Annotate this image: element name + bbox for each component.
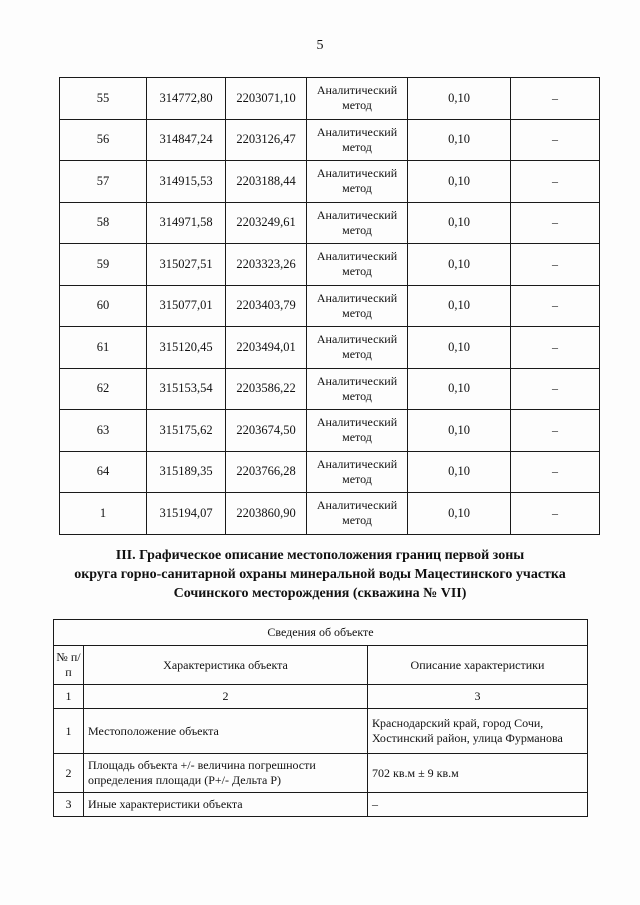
method-cell: Аналитический метод xyxy=(307,285,408,327)
y-coordinate-cell: 2203494,01 xyxy=(226,327,307,369)
table-row xyxy=(60,327,600,369)
y-coordinate-cell: 2203071,10 xyxy=(226,78,307,120)
point-cell: 58 xyxy=(60,202,147,244)
object-info-table xyxy=(53,619,588,817)
header-characteristic: Характеристика объекта xyxy=(84,646,368,685)
x-coordinate-cell: 315027,51 xyxy=(147,244,226,286)
point-cell: 56 xyxy=(60,119,147,161)
error-cell: 0,10 xyxy=(408,368,511,410)
row-description: – xyxy=(368,793,588,817)
table-row xyxy=(60,368,600,410)
note-cell: – xyxy=(511,451,600,493)
table-row xyxy=(60,493,600,535)
y-coordinate-cell: 2203126,47 xyxy=(226,119,307,161)
point-cell: 1 xyxy=(60,493,147,535)
row-num: 3 xyxy=(54,793,84,817)
y-coordinate-cell: 2203586,22 xyxy=(226,368,307,410)
x-coordinate-cell: 314772,80 xyxy=(147,78,226,120)
point-cell: 55 xyxy=(60,78,147,120)
table-row xyxy=(60,244,600,286)
table-row xyxy=(60,451,600,493)
x-coordinate-cell: 315077,01 xyxy=(147,285,226,327)
y-coordinate-cell: 2203323,26 xyxy=(226,244,307,286)
section-heading-line: III. Графическое описание местоположения границ первой зоны xyxy=(115,548,525,563)
x-coordinate-cell: 315153,54 xyxy=(147,368,226,410)
note-cell: – xyxy=(511,202,600,244)
row-characteristic: Иные характеристики объекта xyxy=(84,793,368,817)
point-cell: 62 xyxy=(60,368,147,410)
section-heading-line: Сочинского месторождения (скважина № VII) xyxy=(173,586,467,601)
row-characteristic: Площадь объекта +/- величина погрешности определения площади (Р+/- Дельта Р) xyxy=(84,754,368,793)
point-cell: 60 xyxy=(60,285,147,327)
x-coordinate-cell: 315189,35 xyxy=(147,451,226,493)
method-cell: Аналитический метод xyxy=(307,451,408,493)
error-cell: 0,10 xyxy=(408,493,511,535)
y-coordinate-cell: 2203403,79 xyxy=(226,285,307,327)
point-cell: 61 xyxy=(60,327,147,369)
note-cell: – xyxy=(511,119,600,161)
method-cell: Аналитический метод xyxy=(307,78,408,120)
table-row xyxy=(60,161,600,203)
method-cell: Аналитический метод xyxy=(307,244,408,286)
x-coordinate-cell: 315175,62 xyxy=(147,410,226,452)
y-coordinate-cell: 2203249,61 xyxy=(226,202,307,244)
table-row xyxy=(60,202,600,244)
error-cell: 0,10 xyxy=(408,285,511,327)
section-heading-line: округа горно-санитарной охраны минеральной воды Мацестинского участка xyxy=(74,567,566,582)
error-cell: 0,10 xyxy=(408,451,511,493)
y-coordinate-cell: 2203860,90 xyxy=(226,493,307,535)
header-description: Описание характеристики xyxy=(368,646,588,685)
point-cell: 57 xyxy=(60,161,147,203)
table-row xyxy=(60,78,600,120)
table-row xyxy=(60,410,600,452)
index-cell: 2 xyxy=(84,685,368,709)
note-cell: – xyxy=(511,410,600,452)
table-row xyxy=(60,119,600,161)
x-coordinate-cell: 314971,58 xyxy=(147,202,226,244)
header-num: № п/п xyxy=(54,646,84,685)
x-coordinate-cell: 314847,24 xyxy=(147,119,226,161)
method-cell: Аналитический метод xyxy=(307,161,408,203)
table-row xyxy=(54,793,588,817)
error-cell: 0,10 xyxy=(408,244,511,286)
x-coordinate-cell: 315194,07 xyxy=(147,493,226,535)
coordinates-table xyxy=(59,77,600,535)
row-num: 2 xyxy=(54,754,84,793)
y-coordinate-cell: 2203188,44 xyxy=(226,161,307,203)
table-row xyxy=(60,285,600,327)
point-cell: 59 xyxy=(60,244,147,286)
row-description: Краснодарский край, город Сочи, Хостинский район, улица Фурманова xyxy=(368,709,588,754)
error-cell: 0,10 xyxy=(408,327,511,369)
x-coordinate-cell: 315120,45 xyxy=(147,327,226,369)
method-cell: Аналитический метод xyxy=(307,202,408,244)
method-cell: Аналитический метод xyxy=(307,119,408,161)
method-cell: Аналитический метод xyxy=(307,327,408,369)
x-coordinate-cell: 314915,53 xyxy=(147,161,226,203)
page-number: 5 xyxy=(316,38,324,53)
table-row xyxy=(54,709,588,754)
y-coordinate-cell: 2203766,28 xyxy=(226,451,307,493)
method-cell: Аналитический метод xyxy=(307,368,408,410)
row-num: 1 xyxy=(54,709,84,754)
note-cell: – xyxy=(511,493,600,535)
method-cell: Аналитический метод xyxy=(307,493,408,535)
y-coordinate-cell: 2203674,50 xyxy=(226,410,307,452)
index-cell: 3 xyxy=(368,685,588,709)
error-cell: 0,10 xyxy=(408,410,511,452)
object-table-caption: Сведения об объекте xyxy=(54,620,588,646)
table-row xyxy=(54,754,588,793)
method-cell: Аналитический метод xyxy=(307,410,408,452)
index-cell: 1 xyxy=(54,685,84,709)
note-cell: – xyxy=(511,368,600,410)
section-heading xyxy=(40,546,600,603)
error-cell: 0,10 xyxy=(408,161,511,203)
point-cell: 64 xyxy=(60,451,147,493)
point-cell: 63 xyxy=(60,410,147,452)
error-cell: 0,10 xyxy=(408,78,511,120)
error-cell: 0,10 xyxy=(408,202,511,244)
note-cell: – xyxy=(511,244,600,286)
note-cell: – xyxy=(511,78,600,120)
error-cell: 0,10 xyxy=(408,119,511,161)
note-cell: – xyxy=(511,285,600,327)
note-cell: – xyxy=(511,161,600,203)
row-description: 702 кв.м ± 9 кв.м xyxy=(368,754,588,793)
row-characteristic: Местоположение объекта xyxy=(84,709,368,754)
note-cell: – xyxy=(511,327,600,369)
